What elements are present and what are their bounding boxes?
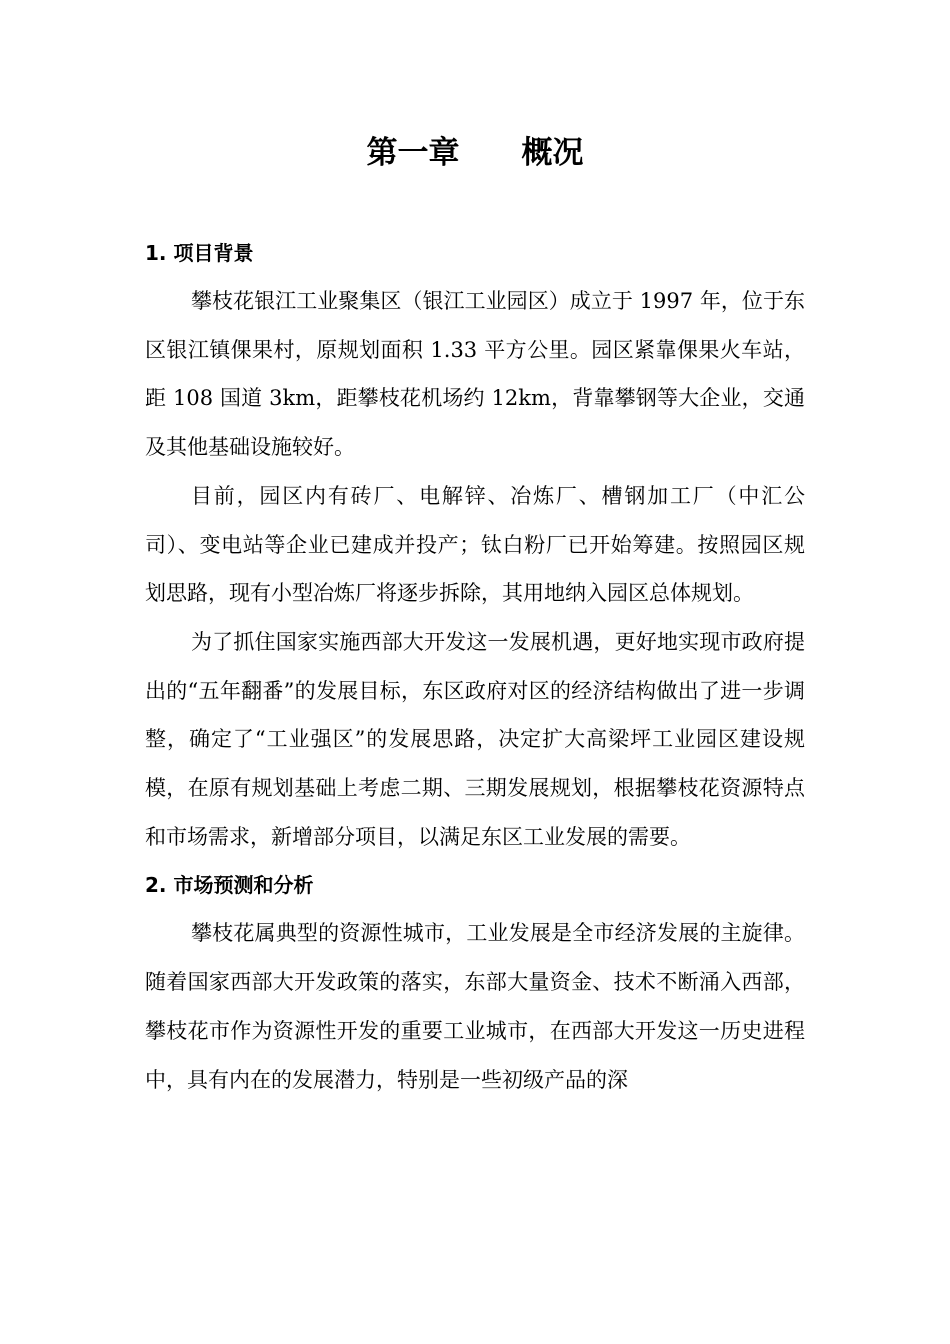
section-project-background (145, 229, 805, 861)
paragraph: 目前，园区内有砖厂、电解锌、冶炼厂、槽钢加工厂（中汇公司）、变电站等企业已建成并投产；钛白粉厂已开始筹建。按照园区规划思路，现有小型冶炼厂将逐步拆除，其用地纳入园区总体规划。 (145, 483, 805, 606)
paragraph: 攀枝花属典型的资源性城市，工业发展是全市经济发展的主旋律。随着国家西部大开发政策的落实，东部大量资金、技术不断涌入西部，攀枝花市作为资源性开发的重要工业城市，在西部大开发这一历史进程中，具有内在的发展潜力，特别是一些初级产品的深 (145, 921, 805, 1092)
section-market-forecast (145, 861, 805, 1104)
chapter-title: 第一章 概况 (366, 135, 584, 171)
section-heading: 2. 市场预测和分析 (145, 873, 314, 898)
document-body (145, 229, 805, 1104)
section-heading: 1. 项目背景 (145, 241, 254, 265)
paragraph: 为了抓住国家实施西部大开发这一发展机遇，更好地实现市政府提出的“五年翻番”的发展目标，东区政府对区的经济结构做出了进一步调整，确定了“工业强区”的发展思路，决定扩大高梁坪工业园区建设规模，在原有规划基础上考虑二期、三期发展规划，根据攀枝花资源特点和市场需求，新增部分项目，以满足东区工业发展的需要。 (145, 629, 805, 849)
paragraph: 攀枝花银江工业聚集区（银江工业园区）成立于 1997 年，位于东区银江镇倮果村，原规划面积 1.33 平方公里。园区紧靠倮果火车站，距 108 国道 3km，距攀枝花机场约 12km，背靠攀钢等大企业，交通及其他基础设施较好。 (145, 289, 805, 460)
